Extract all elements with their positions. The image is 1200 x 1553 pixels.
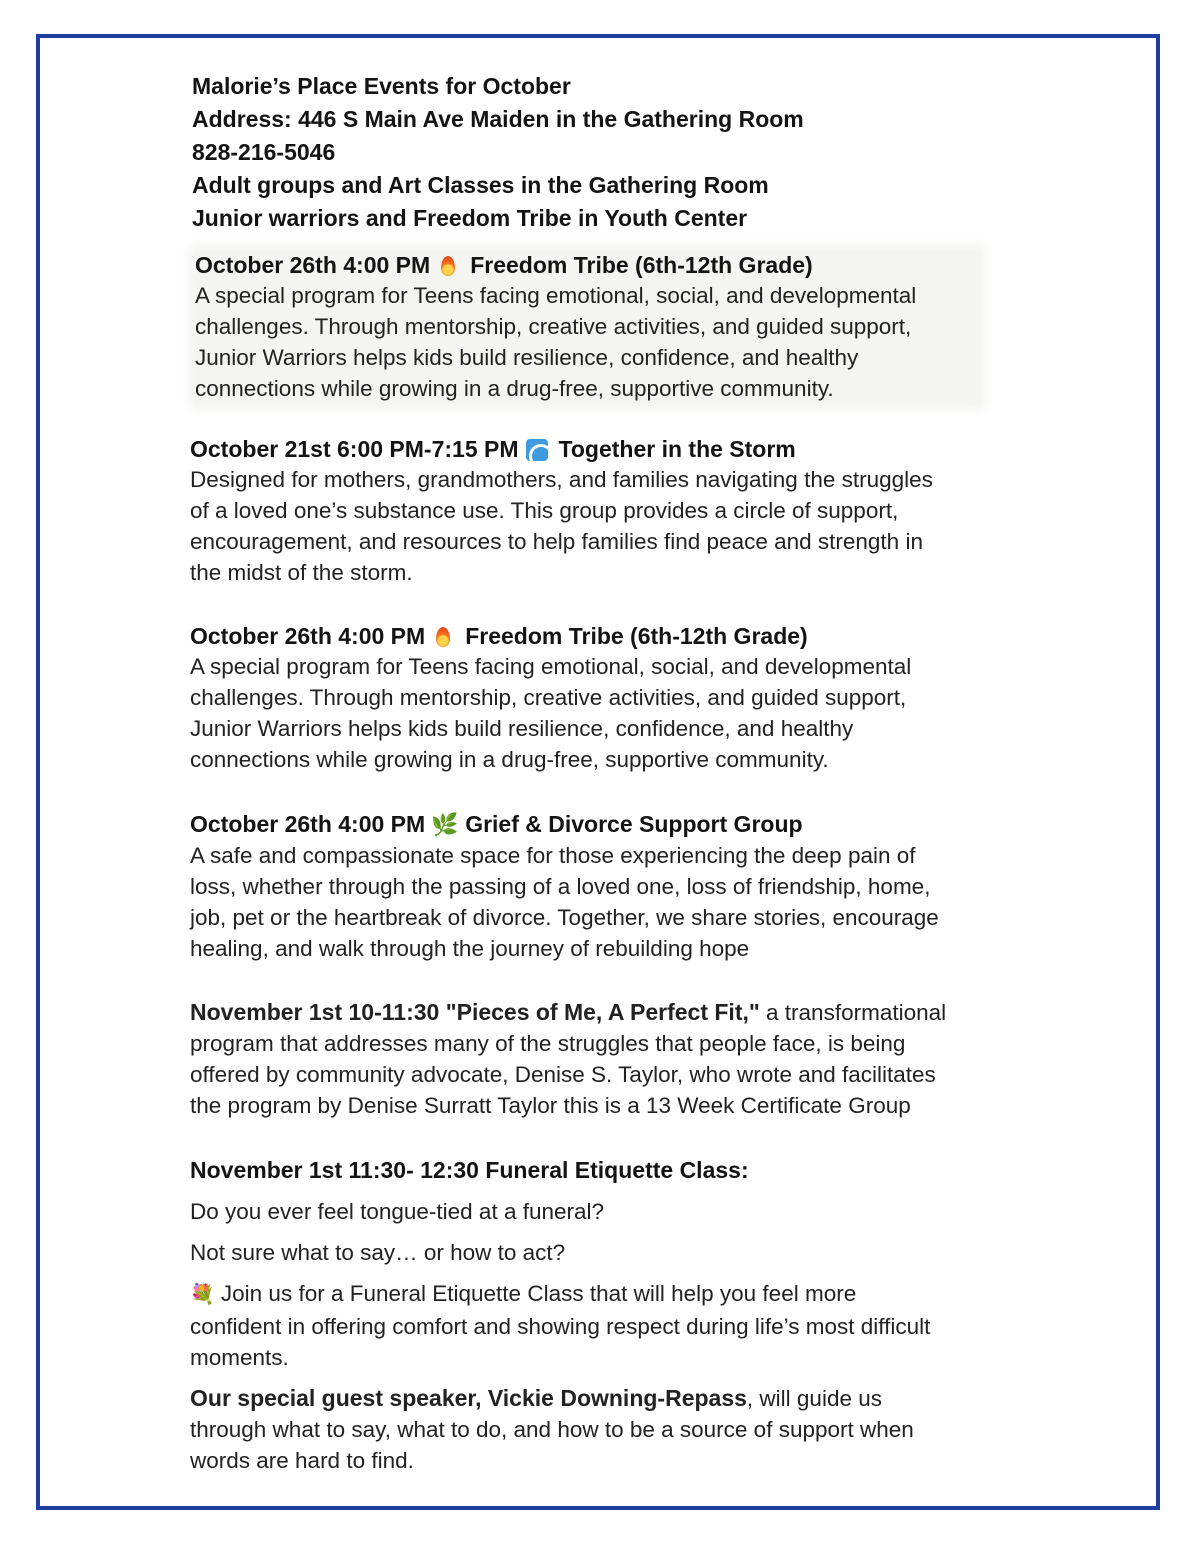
question-line: Not sure what to say… or how to act? [190, 1240, 566, 1265]
header-block [192, 70, 804, 235]
description-line [190, 1278, 990, 1311]
invitation-paragraph [190, 1278, 990, 1373]
event-title: Grief & Divorce Support Group [465, 811, 803, 837]
event-description [190, 651, 990, 775]
description-line: the program by Denise Surratt Taylor this is a 13 Week Certificate Group [190, 1093, 911, 1118]
event-description [190, 997, 990, 1121]
page-title: Malorie’s Place Events for October [192, 73, 571, 99]
description-line [190, 997, 990, 1028]
description-line: program that addresses many of the struggles that people face, is being [190, 1031, 906, 1056]
description-text: , will guide us [746, 1386, 882, 1411]
pieces-of-me-event [190, 997, 990, 1121]
event-heading [190, 621, 990, 651]
event-heading [190, 809, 990, 840]
fire-icon [436, 250, 460, 280]
event-card [190, 434, 990, 588]
youth-groups-note: Junior warriors and Freedom Tribe in Youth Center [192, 205, 748, 231]
description-line: confident in offering comfort and showing respect during life’s most difficult [190, 1314, 931, 1339]
description-line: encouragement, and resources to help families find peace and strength in [190, 529, 923, 554]
description-line: challenges. Through mentorship, creative activities, and guided support, [190, 685, 907, 710]
adult-groups-note: Adult groups and Art Classes in the Gathering Room [192, 172, 769, 198]
description-line: moments. [190, 1345, 289, 1370]
description-text: a transformational [759, 1000, 947, 1025]
speaker-name: Our special guest speaker, Vickie Downing-Repass [190, 1385, 747, 1411]
event-description [195, 280, 980, 404]
description-line: through what to say, what to do, and how to be a source of support when [190, 1417, 914, 1442]
description-line: words are hard to find. [190, 1448, 414, 1473]
event-heading: November 1st 11:30- 12:30 Funeral Etiquette Class: [190, 1157, 749, 1183]
event-title: Freedom Tribe (6th-12th Grade) [470, 252, 813, 278]
description-line: job, pet or the heartbreak of divorce. Together, we share stories, encourage [190, 905, 939, 930]
event-date: October 21st 6:00 PM-7:15 PM [190, 436, 519, 462]
description-line: offered by community advocate, Denise S. Taylor, who wrote and facilitates [190, 1062, 936, 1087]
event-heading [190, 434, 990, 464]
event-description [190, 840, 990, 964]
description-line: Designed for mothers, grandmothers, and families navigating the struggles [190, 467, 933, 492]
event-card [190, 809, 990, 964]
description-line: healing, and walk through the journey of rebuilding hope [190, 936, 750, 961]
description-line: Junior Warriors helps kids build resilience, confidence, and healthy [195, 345, 859, 370]
fire-icon [431, 621, 455, 651]
description-line: Junior Warriors helps kids build resilience, confidence, and healthy [190, 716, 854, 741]
description-line: A special program for Teens facing emotional, social, and developmental [190, 654, 912, 679]
address-line: Address: 446 S Main Ave Maiden in the Gathering Room [192, 106, 804, 132]
description-line: loss, whether through the passing of a loved one, loss of friendship, home, [190, 874, 931, 899]
event-card [195, 250, 980, 404]
event-title: Freedom Tribe (6th-12th Grade) [465, 623, 808, 649]
description-line: of a loved one’s substance use. This group provides a circle of support, [190, 498, 899, 523]
description-line: challenges. Through mentorship, creative activities, and guided support, [195, 314, 912, 339]
speaker-paragraph [190, 1383, 990, 1476]
description-text: Join us for a Funeral Etiquette Class that will help you feel more [220, 1281, 857, 1306]
event-date: October 26th 4:00 PM [190, 811, 426, 837]
flower-icon: 💐 [190, 1284, 215, 1306]
phone-number: 828-216-5046 [192, 139, 336, 165]
description-line [190, 1383, 990, 1414]
event-card [190, 621, 990, 775]
herb-icon: 🌿 [431, 812, 459, 837]
wave-icon [525, 434, 549, 464]
event-date: October 26th 4:00 PM [195, 252, 431, 278]
event-description [190, 464, 990, 588]
description-line: the midst of the storm. [190, 560, 413, 585]
event-title: Together in the Storm [558, 436, 796, 462]
description-line: connections while growing in a drug-free, supportive community. [190, 747, 829, 772]
description-line: A safe and compassionate space for those experiencing the deep pain of [190, 843, 916, 868]
event-heading [195, 250, 980, 280]
event-heading: November 1st 10-11:30 "Pieces of Me, A Perfect Fit," [190, 999, 760, 1025]
question-line: Do you ever feel tongue-tied at a funeral? [190, 1199, 605, 1224]
event-date: October 26th 4:00 PM [190, 623, 426, 649]
description-line: connections while growing in a drug-free, supportive community. [195, 376, 834, 401]
description-line: A special program for Teens facing emotional, social, and developmental [195, 283, 917, 308]
funeral-etiquette-event [190, 1155, 990, 1476]
